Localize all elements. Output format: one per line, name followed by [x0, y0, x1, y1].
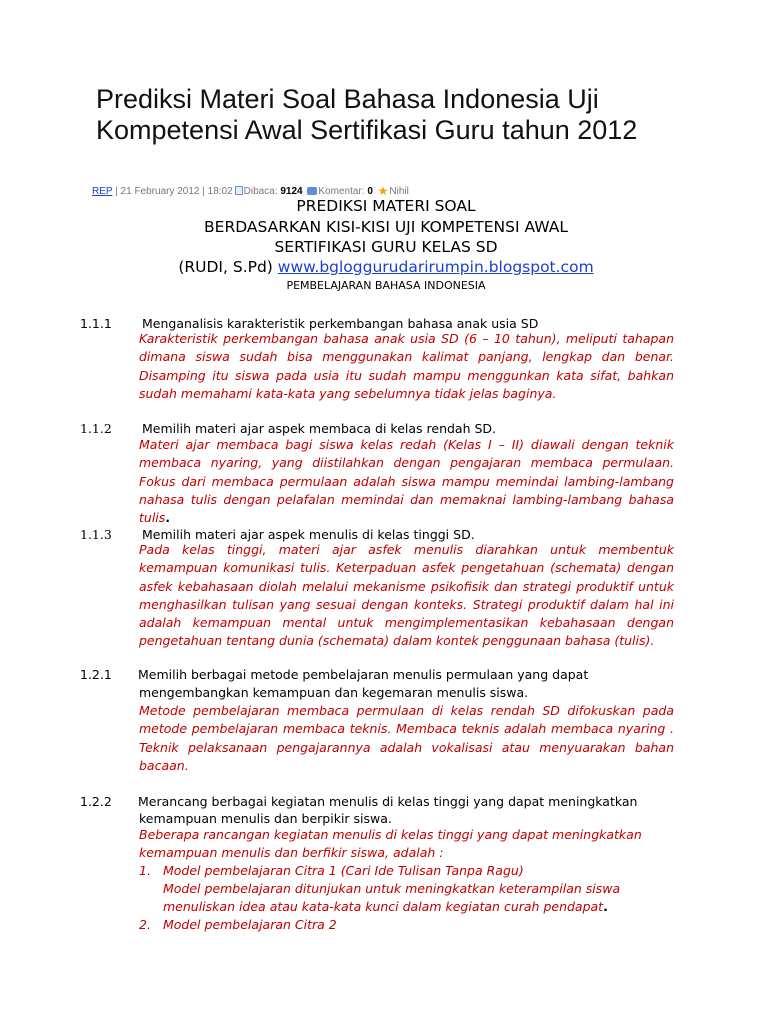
item-text: Memilih materi ajar aspek membaca di kelas rendah SD. [142, 421, 497, 436]
item-answer-text: Materi ajar membaca bagi siswa kelas redah (Kelas I – II) diawali dengan teknik membaca nyaring, yang diistilahkan dengan pengajaran membaca permulaan. Fokus dari membaca permulaan adalah siswa mampu memindai lambing-lambang nahasa tulis dengan pelafalan memindai dan memaknai lambing-lambang bahasa tulis [139, 437, 674, 526]
doc-author: (RUDI, S.Pd) [178, 258, 278, 276]
list-item-body-text: menuliskan idea atau kata-kata kunci dalam kegiatan curah pendapat [163, 899, 604, 914]
item-number: 1.2.1 [80, 667, 112, 682]
list-item-title: Model pembelajaran Citra 2 [163, 917, 337, 932]
item-heading [80, 793, 637, 810]
rating-label: Nihil [389, 186, 409, 197]
document-icon [235, 186, 243, 195]
blog-link[interactable]: www.bgloggurudarirumpin.blogspot.com [277, 258, 594, 276]
comment-icon [307, 187, 317, 195]
item-answer-end: . [165, 510, 171, 526]
list-item-body-end: . [603, 899, 608, 914]
list-item [139, 916, 337, 934]
item-text: Merancang berbagai kegiatan menulis di kelas tinggi yang dapat meningkatkan [138, 794, 638, 809]
list-marker: 1. [139, 863, 151, 878]
comment-count: 0 [367, 186, 373, 197]
doc-heading-line3: SERTIFIKASI GURU KELAS SD [274, 238, 498, 256]
comment-count-label: Komentar: [318, 186, 368, 197]
list-marker: 2. [139, 917, 151, 932]
item-answer: Metode pembelajaran membaca permulaan di kelas rendah SD difokuskan pada metode pembelajaran membaca teknis. Membaca teknis adalah membaca nyaring . Teknik pelaksanaan pengajarannya adalah vokalisasi atau menyuarakan bahan bacaan. [139, 703, 674, 773]
item-heading [80, 420, 496, 437]
doc-heading-line1: PREDIKSI MATERI SOAL [296, 197, 476, 215]
author-link[interactable]: REP [92, 186, 113, 197]
item-number: 1.2.2 [80, 794, 112, 809]
star-icon: ★ [377, 184, 389, 198]
doc-subject: PEMBELAJARAN BAHASA INDONESIA [286, 279, 486, 292]
item-number: 1.1.1 [80, 316, 112, 331]
item-text: Memilih berbagai metode pembelajaran menulis permulaan yang dapat [138, 667, 589, 682]
list-item [139, 862, 524, 880]
item-heading [80, 666, 588, 683]
read-count-label: Dibaca: [243, 186, 281, 197]
item-answer: Karakteristik perkembangan bahasa anak usia SD (6 – 10 tahun), meliputi tahapan dimana siswa sudah bisa menggunakan kalimat panjang, lengkap dan benar. Disamping itu siswa pada usia itu sudah mampu menggunkan kata sifat, bahkan sudah memahami kata-kata yang sebelumnya tidak jelas baginya. [139, 331, 674, 401]
item-text: Memilih materi ajar aspek menulis di kelas tinggi SD. [142, 527, 475, 542]
doc-heading-line2: BERDASARKAN KISI-KISI UJI KOMPETENSI AWAL [204, 218, 568, 236]
doc-author-line [96, 257, 676, 277]
item-number: 1.1.3 [80, 527, 112, 542]
item-number: 1.1.2 [80, 421, 112, 436]
post-date: | 21 February 2012 | 18:02 [112, 186, 233, 197]
item-answer [139, 436, 674, 527]
item-text-continued: mengembangkan kemampuan dan kegemaran menulis siswa. [139, 685, 529, 700]
item-text-continued: kemampuan menulis dan berpikir siswa. [139, 811, 392, 826]
read-count: 9124 [280, 186, 303, 197]
list-item-title: Model pembelajaran Citra 1 (Cari Ide Tulisan Tanpa Ragu) [163, 863, 524, 878]
item-text: Menganalisis karakteristik perkembangan bahasa anak usia SD [142, 316, 539, 331]
list-item-body: Model pembelajaran ditunjukan untuk meningkatkan keterampilan siswa [163, 881, 621, 896]
list-item-body [163, 898, 608, 916]
article-title: Prediksi Materi Soal Bahasa Indonesia Uji Kompetensi Awal Sertifikasi Guru tahun 2012 [96, 84, 638, 145]
item-answer: Pada kelas tinggi, materi ajar asfek menulis diarahkan untuk membentuk kemampuan komunikasi tulis. Keterpaduan asfek pengetahuan (schemata) dengan asfek kebahasaan diolah melalui mekanisme psikofisik dan strategi produktif untuk menghasilkan tulisan yang sesuai dengan konteks. Strategi produktif dalam hal ini adalah kemampuan mental untuk mengimplementasikan kebahasaan dengan pengetahuan tentang dunia (schemata) dalam kontek penggunaan bahasa (tulis). [139, 542, 674, 649]
item-answer: Beberapa rancangan kegiatan menulis di kelas tinggi yang dapat meningkatkan kemampuan menulis dan berfikir siswa, adalah : [139, 827, 642, 861]
